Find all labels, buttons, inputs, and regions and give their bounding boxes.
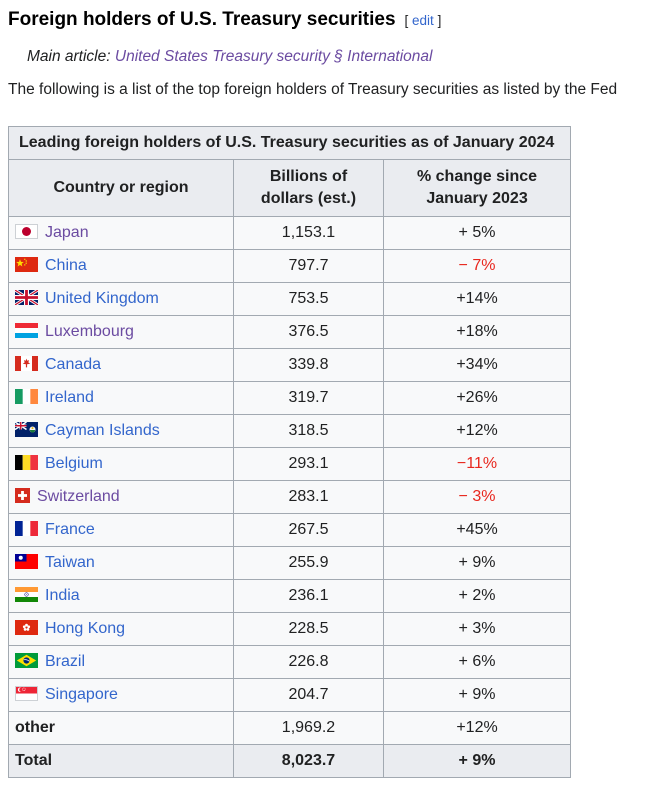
country-link[interactable]: Luxembourg bbox=[45, 323, 134, 340]
table-row-france bbox=[9, 514, 571, 547]
percent-change: +45% bbox=[384, 514, 571, 547]
holdings-value: 226.8 bbox=[234, 646, 384, 679]
country-link[interactable]: Switzerland bbox=[37, 488, 120, 505]
header-line: Billions of bbox=[269, 168, 348, 185]
holdings-value: 339.8 bbox=[234, 349, 384, 382]
flag-hongkong-icon bbox=[15, 620, 38, 635]
holdings-value: 8,023.7 bbox=[234, 745, 384, 778]
country-cell bbox=[9, 679, 234, 712]
percent-change: + 5% bbox=[384, 217, 571, 250]
country-link[interactable]: Singapore bbox=[45, 686, 118, 703]
country-cell bbox=[9, 415, 234, 448]
table-row-hongkong bbox=[9, 613, 571, 646]
percent-change: + 2% bbox=[384, 580, 571, 613]
country-cell bbox=[9, 646, 234, 679]
edit-section bbox=[405, 13, 442, 28]
country-cell bbox=[9, 448, 234, 481]
country-cell bbox=[9, 514, 234, 547]
country-cell bbox=[9, 481, 234, 514]
country-cell bbox=[9, 316, 234, 349]
column-header-billions bbox=[234, 160, 384, 217]
row-label: Total bbox=[15, 752, 53, 769]
hatnote-link[interactable]: United States Treasury security § International bbox=[114, 48, 433, 65]
table-row-singapore bbox=[9, 679, 571, 712]
header-line: January 2023 bbox=[426, 190, 528, 207]
holdings-value: 318.5 bbox=[234, 415, 384, 448]
row-label: other bbox=[15, 719, 55, 736]
percent-change: − 3% bbox=[384, 481, 571, 514]
table-row-canada bbox=[9, 349, 571, 382]
country-cell bbox=[9, 250, 234, 283]
flag-luxembourg-icon bbox=[15, 323, 38, 338]
flag-uk-icon bbox=[15, 290, 38, 305]
percent-change: +12% bbox=[384, 712, 571, 745]
holdings-value: 236.1 bbox=[234, 580, 384, 613]
flag-switzerland-icon bbox=[15, 488, 30, 503]
column-header-change bbox=[384, 160, 571, 217]
percent-change: +34% bbox=[384, 349, 571, 382]
holdings-value: 797.7 bbox=[234, 250, 384, 283]
holdings-value: 204.7 bbox=[234, 679, 384, 712]
country-link[interactable]: United Kingdom bbox=[45, 290, 159, 307]
holdings-value: 1,153.1 bbox=[234, 217, 384, 250]
header-line: Country or region bbox=[53, 179, 189, 196]
table-row-india bbox=[9, 580, 571, 613]
holdings-value: 255.9 bbox=[234, 547, 384, 580]
table-row-uk bbox=[9, 283, 571, 316]
country-link[interactable]: Hong Kong bbox=[45, 620, 126, 637]
header-line: % change since bbox=[416, 168, 538, 185]
country-cell bbox=[9, 382, 234, 415]
country-link[interactable]: Belgium bbox=[45, 455, 103, 472]
total-row bbox=[9, 745, 571, 778]
country-cell bbox=[9, 217, 234, 250]
percent-change: −11% bbox=[384, 448, 571, 481]
country-link[interactable]: China bbox=[45, 257, 87, 274]
percent-change: +12% bbox=[384, 415, 571, 448]
flag-taiwan-icon bbox=[15, 554, 38, 569]
other-row bbox=[9, 712, 571, 745]
holdings-value: 293.1 bbox=[234, 448, 384, 481]
flag-ireland-icon bbox=[15, 389, 38, 404]
percent-change: + 3% bbox=[384, 613, 571, 646]
flag-singapore-icon bbox=[15, 686, 38, 701]
country-link[interactable]: Ireland bbox=[45, 389, 94, 406]
country-cell bbox=[9, 547, 234, 580]
table-row-cayman bbox=[9, 415, 571, 448]
country-cell bbox=[9, 613, 234, 646]
flag-japan-icon bbox=[15, 224, 38, 239]
percent-change: + 6% bbox=[384, 646, 571, 679]
holders-table bbox=[8, 126, 571, 778]
flag-cayman-icon bbox=[15, 422, 38, 437]
table-row-china bbox=[9, 250, 571, 283]
country-link[interactable]: Japan bbox=[45, 224, 89, 241]
table-row-japan bbox=[9, 217, 571, 250]
flag-india-icon bbox=[15, 587, 38, 602]
table-row-taiwan bbox=[9, 547, 571, 580]
percent-change: +18% bbox=[384, 316, 571, 349]
holdings-value: 376.5 bbox=[234, 316, 384, 349]
holdings-value: 267.5 bbox=[234, 514, 384, 547]
country-link[interactable]: France bbox=[45, 521, 95, 538]
flag-canada-icon bbox=[15, 356, 38, 371]
table-row-brazil bbox=[9, 646, 571, 679]
header-line: dollars (est.) bbox=[260, 190, 357, 207]
holdings-value: 228.5 bbox=[234, 613, 384, 646]
country-cell bbox=[9, 283, 234, 316]
country-cell bbox=[9, 349, 234, 382]
header-row bbox=[9, 160, 571, 217]
flag-china-icon bbox=[15, 257, 38, 272]
country-link[interactable]: Canada bbox=[45, 356, 102, 373]
holders-table-body bbox=[9, 127, 571, 778]
percent-change: + 9% bbox=[384, 745, 571, 778]
holdings-value: 1,969.2 bbox=[234, 712, 384, 745]
edit-bracket-open: [ bbox=[404, 13, 413, 28]
section-heading bbox=[8, 8, 645, 33]
edit-link[interactable]: edit bbox=[412, 13, 434, 28]
table-row-belgium bbox=[9, 448, 571, 481]
country-link[interactable]: Taiwan bbox=[45, 554, 95, 571]
percent-change: − 7% bbox=[384, 250, 571, 283]
column-header-country bbox=[9, 160, 234, 217]
flag-france-icon bbox=[15, 521, 38, 536]
edit-bracket-close: ] bbox=[433, 13, 442, 28]
table-row-switzerland bbox=[9, 481, 571, 514]
country-link[interactable]: India bbox=[45, 587, 80, 604]
holdings-value: 753.5 bbox=[234, 283, 384, 316]
country-cell bbox=[9, 712, 234, 745]
table-row-luxembourg bbox=[9, 316, 571, 349]
country-link[interactable]: Cayman Islands bbox=[45, 422, 160, 439]
percent-change: + 9% bbox=[384, 547, 571, 580]
country-cell bbox=[9, 580, 234, 613]
holdings-value: 319.7 bbox=[234, 382, 384, 415]
table-caption: Leading foreign holders of U.S. Treasury securities as of January 2024 bbox=[9, 127, 571, 160]
intro-paragraph: The following is a list of the top foreign holders of Treasury securities as listed by the Fed bbox=[8, 81, 618, 98]
percent-change: + 9% bbox=[384, 679, 571, 712]
caption-row bbox=[9, 127, 571, 160]
table-row-ireland bbox=[9, 382, 571, 415]
percent-change: +26% bbox=[384, 382, 571, 415]
holdings-value: 283.1 bbox=[234, 481, 384, 514]
country-link[interactable]: Brazil bbox=[45, 653, 86, 670]
flag-belgium-icon bbox=[15, 455, 38, 470]
country-cell bbox=[9, 745, 234, 778]
hatnote-prefix: Main article: bbox=[27, 48, 115, 65]
hatnote bbox=[27, 48, 645, 66]
flag-brazil-icon bbox=[15, 653, 38, 668]
percent-change: +14% bbox=[384, 283, 571, 316]
section-title: Foreign holders of U.S. Treasury securities bbox=[8, 9, 396, 30]
